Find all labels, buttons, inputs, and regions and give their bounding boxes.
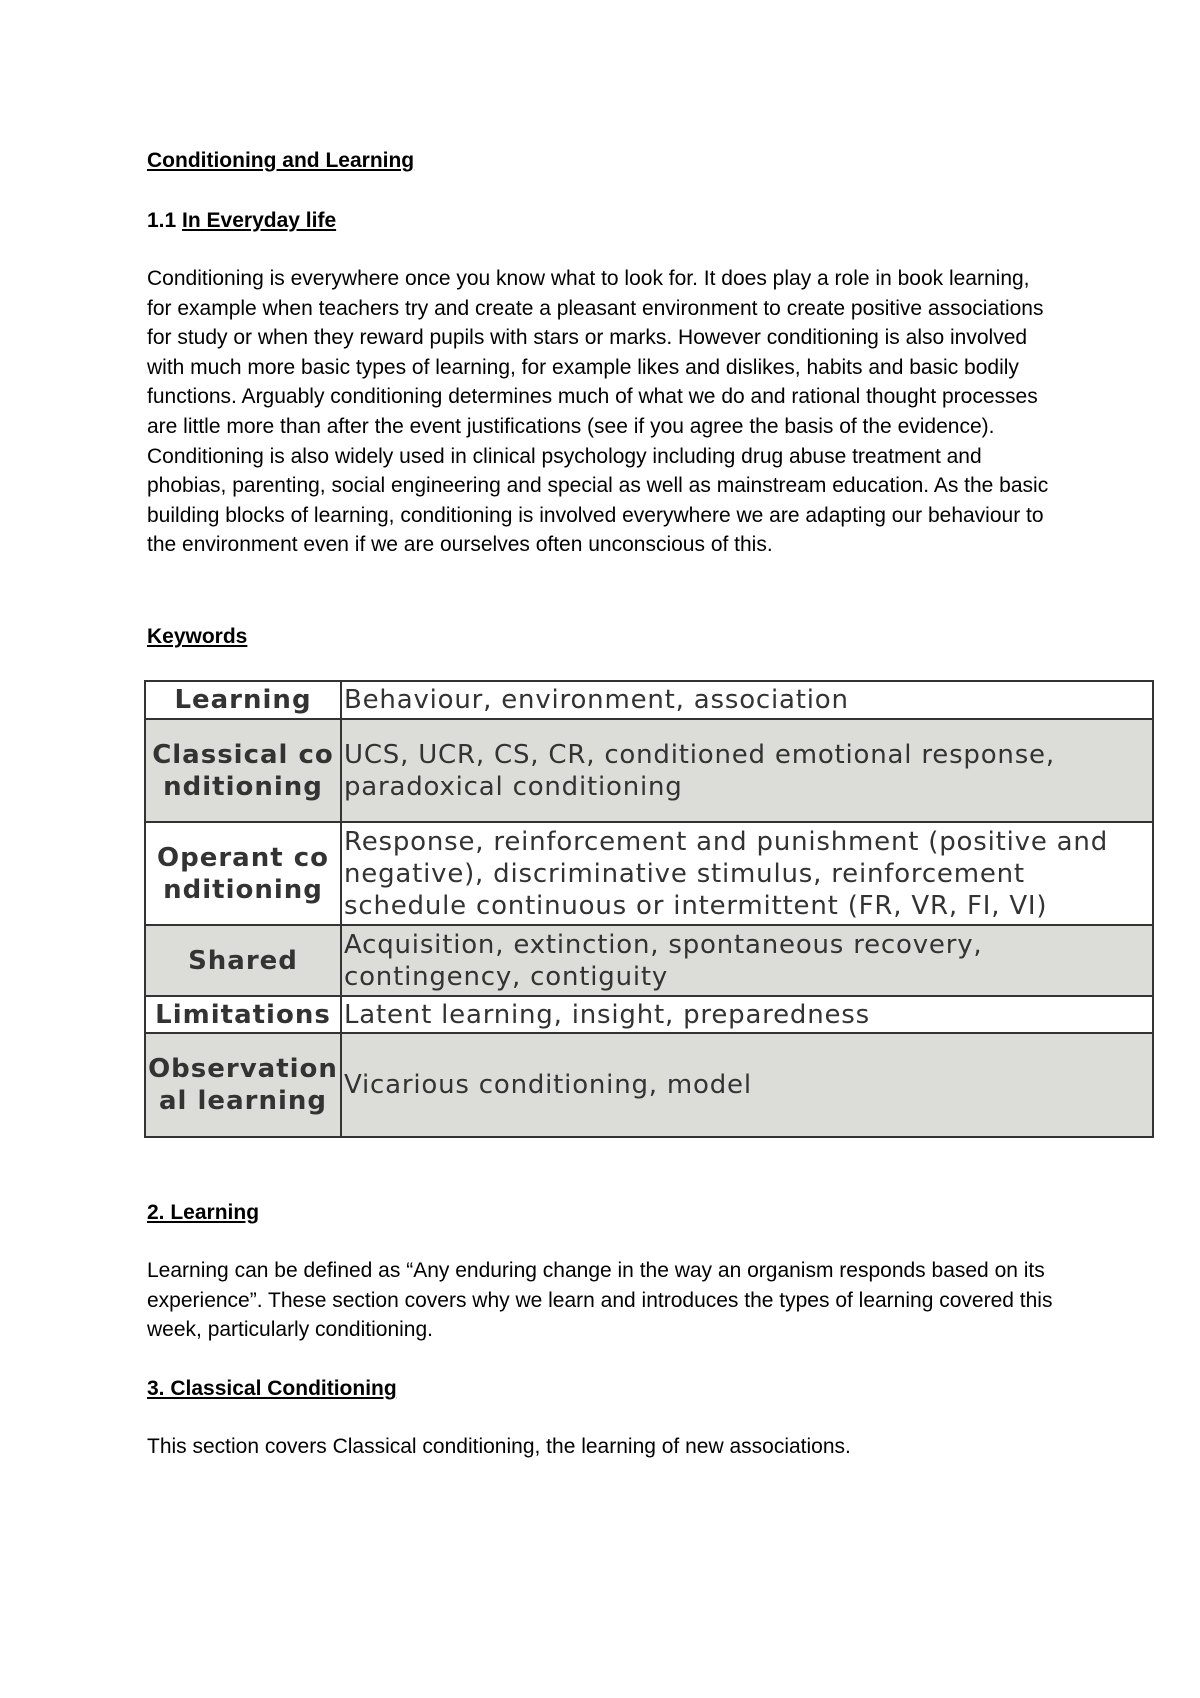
section-2-paragraph: Learning can be defined as “Any enduring change in the way an organism responds based on its experience”. These section covers why we learn and introduces the types of learning covered this week, particularly conditioning. bbox=[147, 1259, 1053, 1342]
section-1-1-heading bbox=[147, 208, 336, 234]
keyword-term: Observational learning bbox=[145, 1033, 341, 1137]
keyword-desc: Latent learning, insight, preparedness bbox=[341, 996, 1153, 1033]
keywords-heading: Keywords bbox=[147, 625, 248, 648]
section-1-1-number: 1.1 bbox=[147, 209, 177, 232]
section-2-heading: 2. Learning bbox=[147, 1201, 260, 1224]
section-1-1-title: In Everyday life bbox=[182, 209, 337, 232]
table-row bbox=[145, 822, 1153, 925]
table-row bbox=[145, 925, 1153, 996]
section-1-1-paragraph: Conditioning is everywhere once you know what to look for. It does play a role in book learning, for example when teachers try and create a pleasant environment to create positive associations for study or when they reward pupils with stars or marks. However conditioning is also involved with much more basic types of learning, for example likes and dislikes, habits and basic bodily functions. Arguably conditioning determines much of what we do and rational thought processes are little more than after the event justifications (see if you agree the basis of the evidence). Conditioning is also widely used in clinical psychology including drug abuse treatment and phobias, parenting, social engineering and special as well as mainstream education. As the basic building blocks of learning, conditioning is involved everywhere we are adapting our behaviour to the environment even if we are ourselves often unconscious of this. bbox=[147, 267, 1049, 557]
keyword-term: Shared bbox=[145, 925, 341, 996]
document-title: Conditioning and Learning bbox=[147, 149, 415, 172]
keyword-desc: Vicarious conditioning, model bbox=[341, 1033, 1153, 1137]
keyword-term: Classical conditioning bbox=[145, 719, 341, 822]
keyword-desc: Behaviour, environment, association bbox=[341, 681, 1153, 719]
table-row bbox=[145, 681, 1153, 719]
section-3-heading: 3. Classical Conditioning bbox=[147, 1377, 397, 1400]
section-3-paragraph: This section covers Classical conditioning, the learning of new associations. bbox=[147, 1435, 851, 1458]
table-row bbox=[145, 719, 1153, 822]
keywords-table bbox=[144, 680, 1154, 1138]
keyword-term: Limitations bbox=[145, 996, 341, 1033]
keyword-term: Learning bbox=[145, 681, 341, 719]
table-row bbox=[145, 1033, 1153, 1137]
keyword-term: Operant conditioning bbox=[145, 822, 341, 925]
table-row bbox=[145, 996, 1153, 1033]
keyword-desc: Acquisition, extinction, spontaneous recovery, contingency, contiguity bbox=[341, 925, 1153, 996]
keyword-desc: Response, reinforcement and punishment (positive and negative), discriminative stimulus, reinforcement schedule continuous or intermittent (FR, VR, FI, VI) bbox=[341, 822, 1153, 925]
keyword-desc: UCS, UCR, CS, CR, conditioned emotional response, paradoxical conditioning bbox=[341, 719, 1153, 822]
